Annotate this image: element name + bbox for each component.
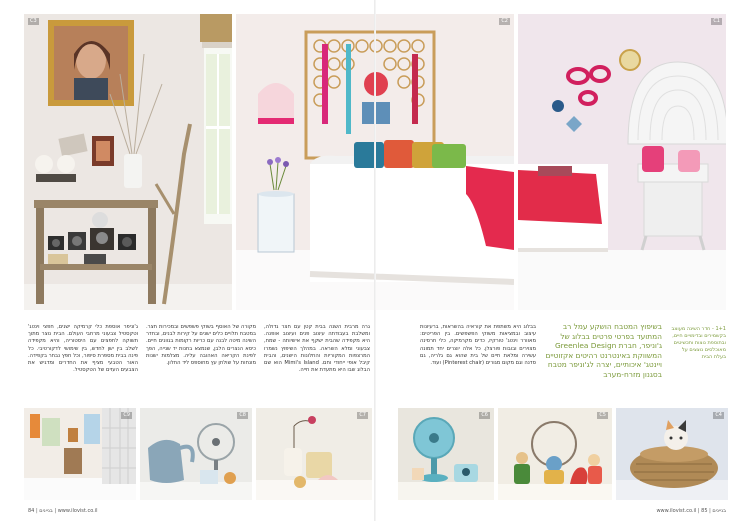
photo-thumb-fan-pitcher-art: [140, 408, 252, 500]
magazine-url: www.ilovist.co.il: [656, 508, 697, 514]
photo-living-corner: [24, 14, 232, 310]
photo-number-badge: C2: [501, 18, 508, 24]
pull-quote-line: ג'וניפר, חברת Greenlea Design: [554, 341, 662, 351]
footer-right: [656, 508, 726, 514]
footer-separator: |: [35, 508, 40, 514]
photo-number-badge: C7: [359, 412, 366, 418]
body-text-column: בבלוג היא משתפת את קוראיה בהשראות, ברעיונות עיצוב ובמציאות משוקי הפשפשים. בין הפריטים: מאוורר וינטג' טורקיז, כדים מקרמיקה, כלי חרסינה מצוירים ובובות פורצלן. כל אלה יוצרים יחד תמונה עשירה ומלאת חיים של בית שהוא גם גלריה, גם סדנה וגם מקום מגורים (Pinterest chair) ועוד.: [420, 324, 536, 367]
magazine-url: www.ilovist.co.il: [57, 508, 98, 514]
caption-line: בקשמירים ובדימויים חיים,: [672, 333, 726, 339]
magazine-name: בניינים: [712, 508, 726, 514]
footer-left: [28, 508, 98, 514]
footer-separator: |: [54, 508, 58, 514]
photo-wicker-chair-art: [518, 14, 726, 310]
photo-thumb-fan-pitcher: [140, 408, 252, 500]
photo-thumb-kitchen-art: [24, 408, 136, 500]
photo-thumb-figurines: [498, 408, 612, 500]
body-text-column: גרה מרבית השנה בבית קטן עם חצר גדולה, ומשלבת בעבודתה עיצוב פנים ועיצוב אופנה. היא מקפידה שהבית ישקף את אישיותה - שמח, צבעוני ומלא השראה. במהלך השיפוץ נשמרו המרצפות המקוריות והחלונות הישנים, והבית קיבל אופי ייחודי וחם. Mimi's Island הוא שם הבלוג שבו היא מתעדת את חייה.: [264, 324, 370, 374]
photo-thumb-cat-basket-art: [616, 408, 728, 500]
photo-thumb-kitchen: [24, 408, 136, 500]
photo-thumb-figurines-art: [498, 408, 612, 500]
photo-number-badge: C8: [239, 412, 246, 418]
photo-caption: [668, 326, 726, 361]
page-number: 84: [28, 508, 35, 514]
page-number: 85: [701, 508, 708, 514]
photo-number-badge: C9: [123, 412, 130, 418]
page-gutter: [374, 0, 376, 521]
pull-quote-line: בסגנון מזרח-מערב: [603, 369, 662, 379]
magazine-name: בניינים: [39, 508, 53, 514]
caption-line: בעלת הבית: [701, 354, 726, 360]
photo-thumb-ceramics-art: [256, 408, 372, 500]
photo-number-badge: C4: [715, 412, 722, 418]
pull-quote-line: המשווקת באינטרנט רהיטים אקזוטיים: [545, 350, 662, 360]
photo-thumb-cat-basket: [616, 408, 728, 500]
photo-wicker-chair: [518, 14, 726, 310]
footer-separator: |: [697, 508, 702, 514]
caption-line: ובתוספת נוצות ותכשיטים: [673, 340, 726, 346]
pull-quote-line: ויינטג' איכותיים, יצרה לג'וניפר מטבח: [547, 360, 662, 370]
photo-number-badge: C5: [599, 412, 606, 418]
photo-thumb-blue-fan-art: [398, 408, 494, 500]
footer-separator: |: [707, 508, 711, 514]
photo-thumb-blue-fan: [398, 408, 494, 500]
photo-thumb-ceramics: [256, 408, 372, 500]
pull-quote-line: המתועד בפרטי פרטים בבלוג של: [560, 331, 662, 341]
caption-line: 1+1 - חדר השינה מעוצב: [671, 326, 726, 332]
photo-number-badge: C3: [30, 18, 37, 24]
pull-quote-line: בשיפוץ המטבח הושקע עמל רב: [562, 322, 662, 331]
body-text-column: ג'וניפר אוספת כלי קרמיקה ישנים, חפצי וינטג' וטקסטיל צבעוני מרחבי העולם. הבית נוצר מתוך תשוקה לחפצים עם היסטוריה, והיא מקפידה לשלב בין ישן לחדש, בין שימושי לדקורטיבי. כל פינה בבית מספרת סיפור, וכל חפץ נבחר בקפידה. האור הטבעי מציף את החדרים ומדגיש את הצבעים העזים של הטקסטיל.: [28, 324, 138, 374]
photo-number-badge: C6: [481, 412, 488, 418]
photo-number-badge: C1: [713, 18, 720, 24]
body-text-column: מקורה של האוסף בשוקי פשפשים ובמכירות חצר. במטבח תלויים כלים ישנים על קירות לבנים, ובחדר השינה מיטה לבנה עם כריות רקומות בגוונים חיים. כיסא הנצרים הלבן, שנמצא בחנות יד שנייה, הפך לפינת הקריאה האהובה עליה. מצלמות ישנות מונחות על שולחן עץ מחוספס ליד החלון.: [146, 324, 256, 367]
photo-living-corner-art: [24, 14, 232, 310]
pull-quote: [542, 322, 662, 380]
caption-line: מאוכלסים נוצצים על: [681, 347, 726, 353]
